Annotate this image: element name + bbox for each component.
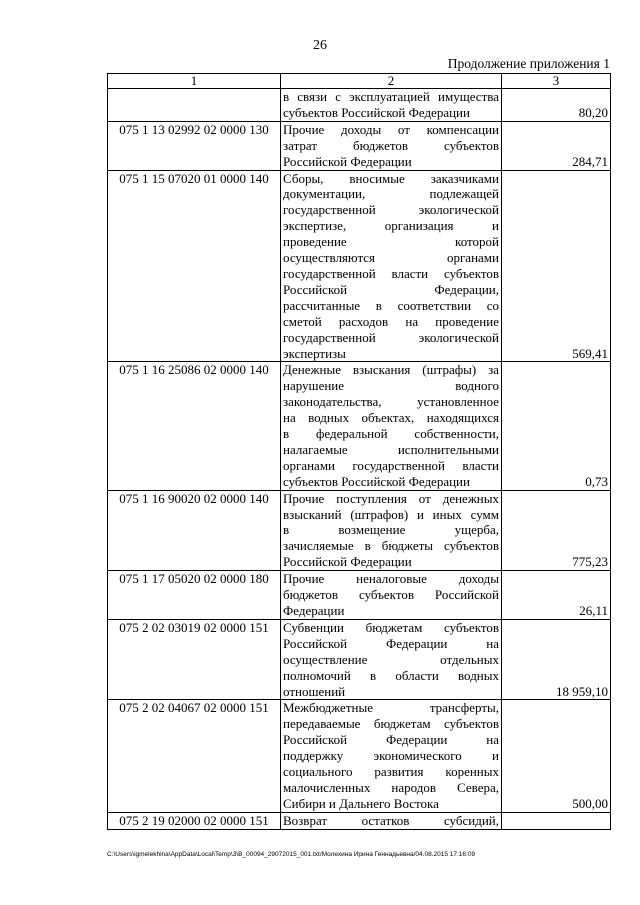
description-line: отношений [283,683,346,699]
description-line: проведение которой [283,234,499,250]
description-line: государственной власти субъектов [283,265,499,281]
description-line: государственной экологической [283,202,499,218]
income-description [281,490,502,571]
table-row [108,619,611,700]
budget-code: 075 2 02 03019 02 0000 151 [108,619,281,700]
description-line: сметой расходов на проведение [283,313,499,329]
description-line: зачисляемые в бюджеты субъектов [283,538,499,554]
amount: 26,11 [502,571,611,620]
income-description [281,170,502,362]
description-line: затрат бюджетов субъектов [283,137,499,153]
budget-code: 075 2 19 02000 02 0000 151 [108,812,281,829]
income-description [281,812,502,829]
description-line: осуществление отдельных [283,651,499,667]
description-line: осуществляются органами [283,250,499,266]
description-line: экспертизе, организация и [283,218,499,234]
description-line: органами государственной власти [283,457,499,473]
description-line: Межбюджетные трансферты, [283,700,499,716]
income-description [281,571,502,620]
description-line: бюджетов субъектов Российской [283,587,499,603]
income-description [281,89,502,122]
budget-code: 075 1 15 07020 01 0000 140 [108,170,281,362]
table-row [108,89,611,122]
description-line: Российской Федерации [283,153,412,169]
description-line: Прочие поступления от денежных [283,490,499,506]
description-line: на водных объектах, находящихся [283,410,499,426]
income-description [281,700,502,812]
description-line: Российской Федерации, [283,281,499,297]
description-line: налагаемые исполнительными [283,441,499,457]
description-line: Российской Федерации на [283,635,499,651]
description-line: документации, подлежащей [283,186,499,202]
table-row [108,812,611,829]
description-line: Федерации [283,603,345,618]
income-description [281,362,502,490]
budget-code [108,89,281,122]
amount: 500,00 [502,700,611,812]
description-line: передаваемые бюджетам субъектов [283,716,499,732]
description-line: малочисленных народов Севера, [283,779,499,795]
description-line: законодательства, установленное [283,394,499,410]
description-line: полномочий в области водных [283,667,499,683]
income-description [281,121,502,170]
description-line: в возмещение ущерба, [283,522,499,538]
amount: 0,73 [502,362,611,490]
table-row [108,170,611,362]
description-line: в федеральной собственности, [283,426,499,442]
description-line: нарушение водного [283,378,499,394]
header-row [108,74,611,89]
description-line: поддержку экономического и [283,748,499,764]
description-line: Сборы, вносимые заказчиками [283,170,499,186]
header-col-3: 3 [502,74,611,89]
budget-code: 075 2 02 04067 02 0000 151 [108,700,281,812]
description-line: экспертизы [283,345,346,361]
description-line: в связи с эксплуатацией имущества [283,89,499,104]
appendix-table [107,73,611,830]
description-line: Денежные взыскания (штрафы) за [283,362,499,378]
continuation-label: Продолжение приложения 1 [447,56,610,71]
budget-code: 075 1 16 25086 02 0000 140 [108,362,281,490]
amount: 18 959,10 [502,619,611,700]
budget-code: 075 1 13 02992 02 0000 130 [108,121,281,170]
table-row [108,362,611,490]
description-line: Сибири и Дальнего Востока [283,795,439,811]
description-line: Прочие неналоговые доходы [283,571,499,587]
description-line: Российской Федерации на [283,732,499,748]
description-line: Субвенции бюджетам субъектов [283,619,499,635]
description-line: Возврат остатков субсидий, [283,812,499,828]
budget-code: 075 1 16 90020 02 0000 140 [108,490,281,571]
description-line: субъектов Российской Федерации [283,473,470,489]
amount: 569,41 [502,170,611,362]
budget-code: 075 1 17 05020 02 0000 180 [108,571,281,620]
amount: 775,23 [502,490,611,571]
table-row [108,571,611,620]
description-line: взысканий (штрафов) и иных сумм [283,506,499,522]
table-row [108,700,611,812]
table-row [108,490,611,571]
description-line: государственной экологической [283,329,499,345]
file-path-footer: C:\Users\igmelekhina\AppData\Local\Temp\3\B_00094_29072015_001.txt/Молехина Ирина Геннадьевна/04.08.2015 17:16:09 [107,851,476,858]
amount: 284,71 [502,121,611,170]
page-number: 26 [313,38,327,53]
description-line: рассчитанные в соответствии со [283,297,499,313]
description-line: Российской Федерации [283,554,412,570]
description-line: субъектов Российской Федерации [283,104,470,120]
table-row [108,121,611,170]
description-line: социального развития коренных [283,764,499,780]
header-col-1: 1 [108,74,281,89]
income-description [281,619,502,700]
description-line: Прочие доходы от компенсации [283,121,499,137]
header-col-2: 2 [281,74,502,89]
amount: 80,20 [502,89,611,122]
amount [502,812,611,829]
